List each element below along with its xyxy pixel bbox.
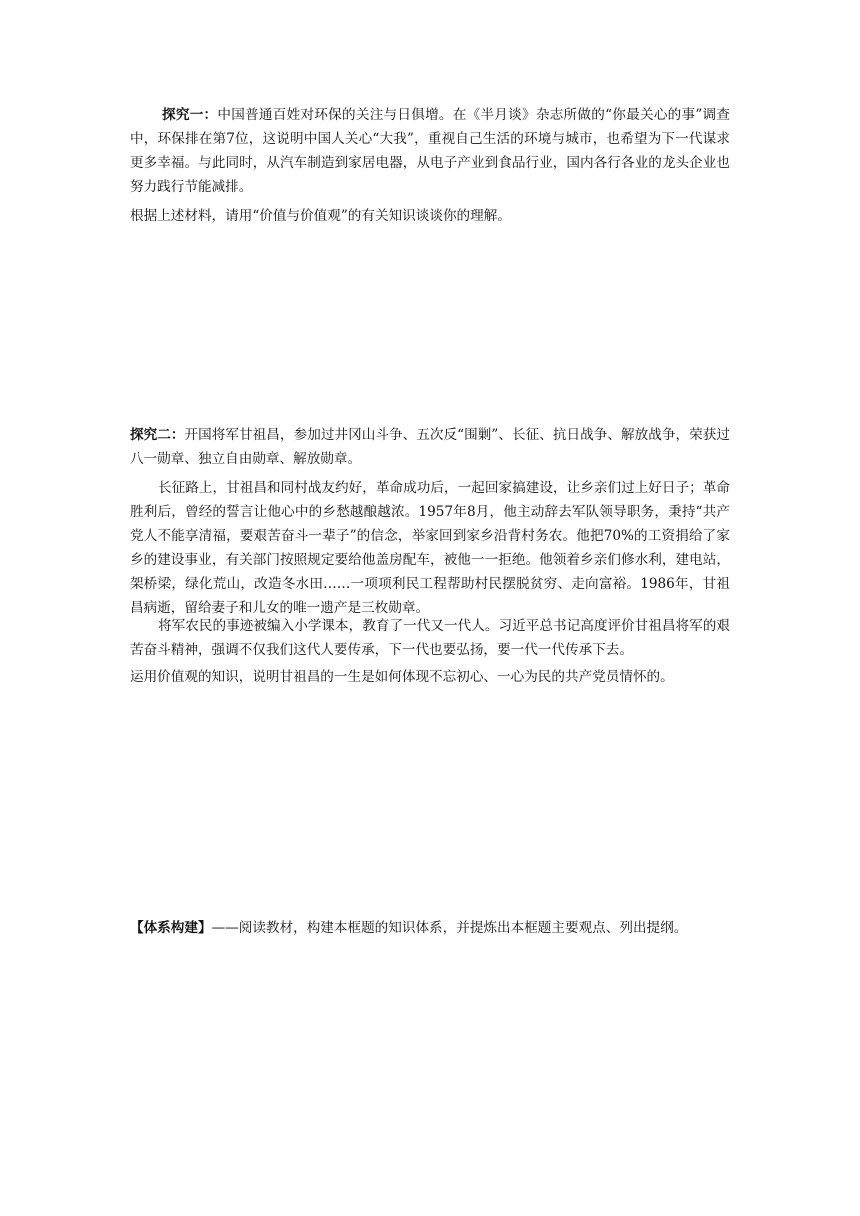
explore1-text: 中国普通百姓对环保的关注与日俱增。在《半月谈》杂志所做的“你最关心的事”调查中，环保排在第7位，这说明中国人关心“大我”，重视自己生活的环境与城市，也希望为下一代谋求更多幸福。与此同时，从汽车制造到家居电器，从电子产业到食品行业，国内各行各业的龙头企业也努力践行节能减排。: [130, 107, 730, 195]
explore2-legacy-paragraph: 将军农民的事迹被编入小学课本，教育了一代又一代人。习近平总书记高度评价甘祖昌将军的艰苦奋斗精神，强调不仅我们这代人要传承，下一代也要弘扬，要一代一代传承下去。: [130, 618, 730, 658]
explore1-question: 根据上述材料，请用“价值与价值观”的有关知识谈谈你的理解。: [130, 208, 511, 224]
explore2-paragraph: [130, 423, 730, 471]
system-build-line: [130, 916, 740, 940]
system-build-label: 【体系构建】: [130, 920, 212, 936]
explore1-paragraph: [130, 103, 730, 199]
explore2-question: 运用价值观的知识，说明甘祖昌的一生是如何体现不忘初心、一心为民的共产党员情怀的。: [130, 669, 674, 685]
explore2-story-paragraph: 长征路上，甘祖昌和同村战友约好，革命成功后，一起回家搞建设，让乡亲们过上好日子；革命胜利后，曾经的誓言让他心中的乡愁越酿越浓。1957年8月，他主动辞去军队领导职务，秉持“共产党人不能享清福，要艰苦奋斗一辈子”的信念，举家回到家乡沿背村务农。他把70%的工资捐给了家乡的建设事业，有关部门按照规定要给他盖房配车，被他一一拒绝。他领着乡亲们修水利，建电站，架桥梁，绿化荒山，改造冬水田……一项项利民工程帮助村民摆脱贫穷、走向富裕。1986年，甘祖昌病逝，留给妻子和儿女的唯一遗产是三枚勋章。: [130, 480, 730, 616]
explore2-text: 开国将军甘祖昌，参加过井冈山斗争、五次反“围剿”、长征、抗日战争、解放战争，荣获过八一勋章、独立自由勋章、解放勋章。: [130, 427, 731, 467]
explore2-label: 探究二：: [130, 427, 185, 443]
system-build-text: ——阅读教材，构建本框题的知识体系，并提炼出本框题主要观点、列出提纲。: [211, 920, 688, 936]
explore1-label: 探究一：: [162, 107, 218, 123]
